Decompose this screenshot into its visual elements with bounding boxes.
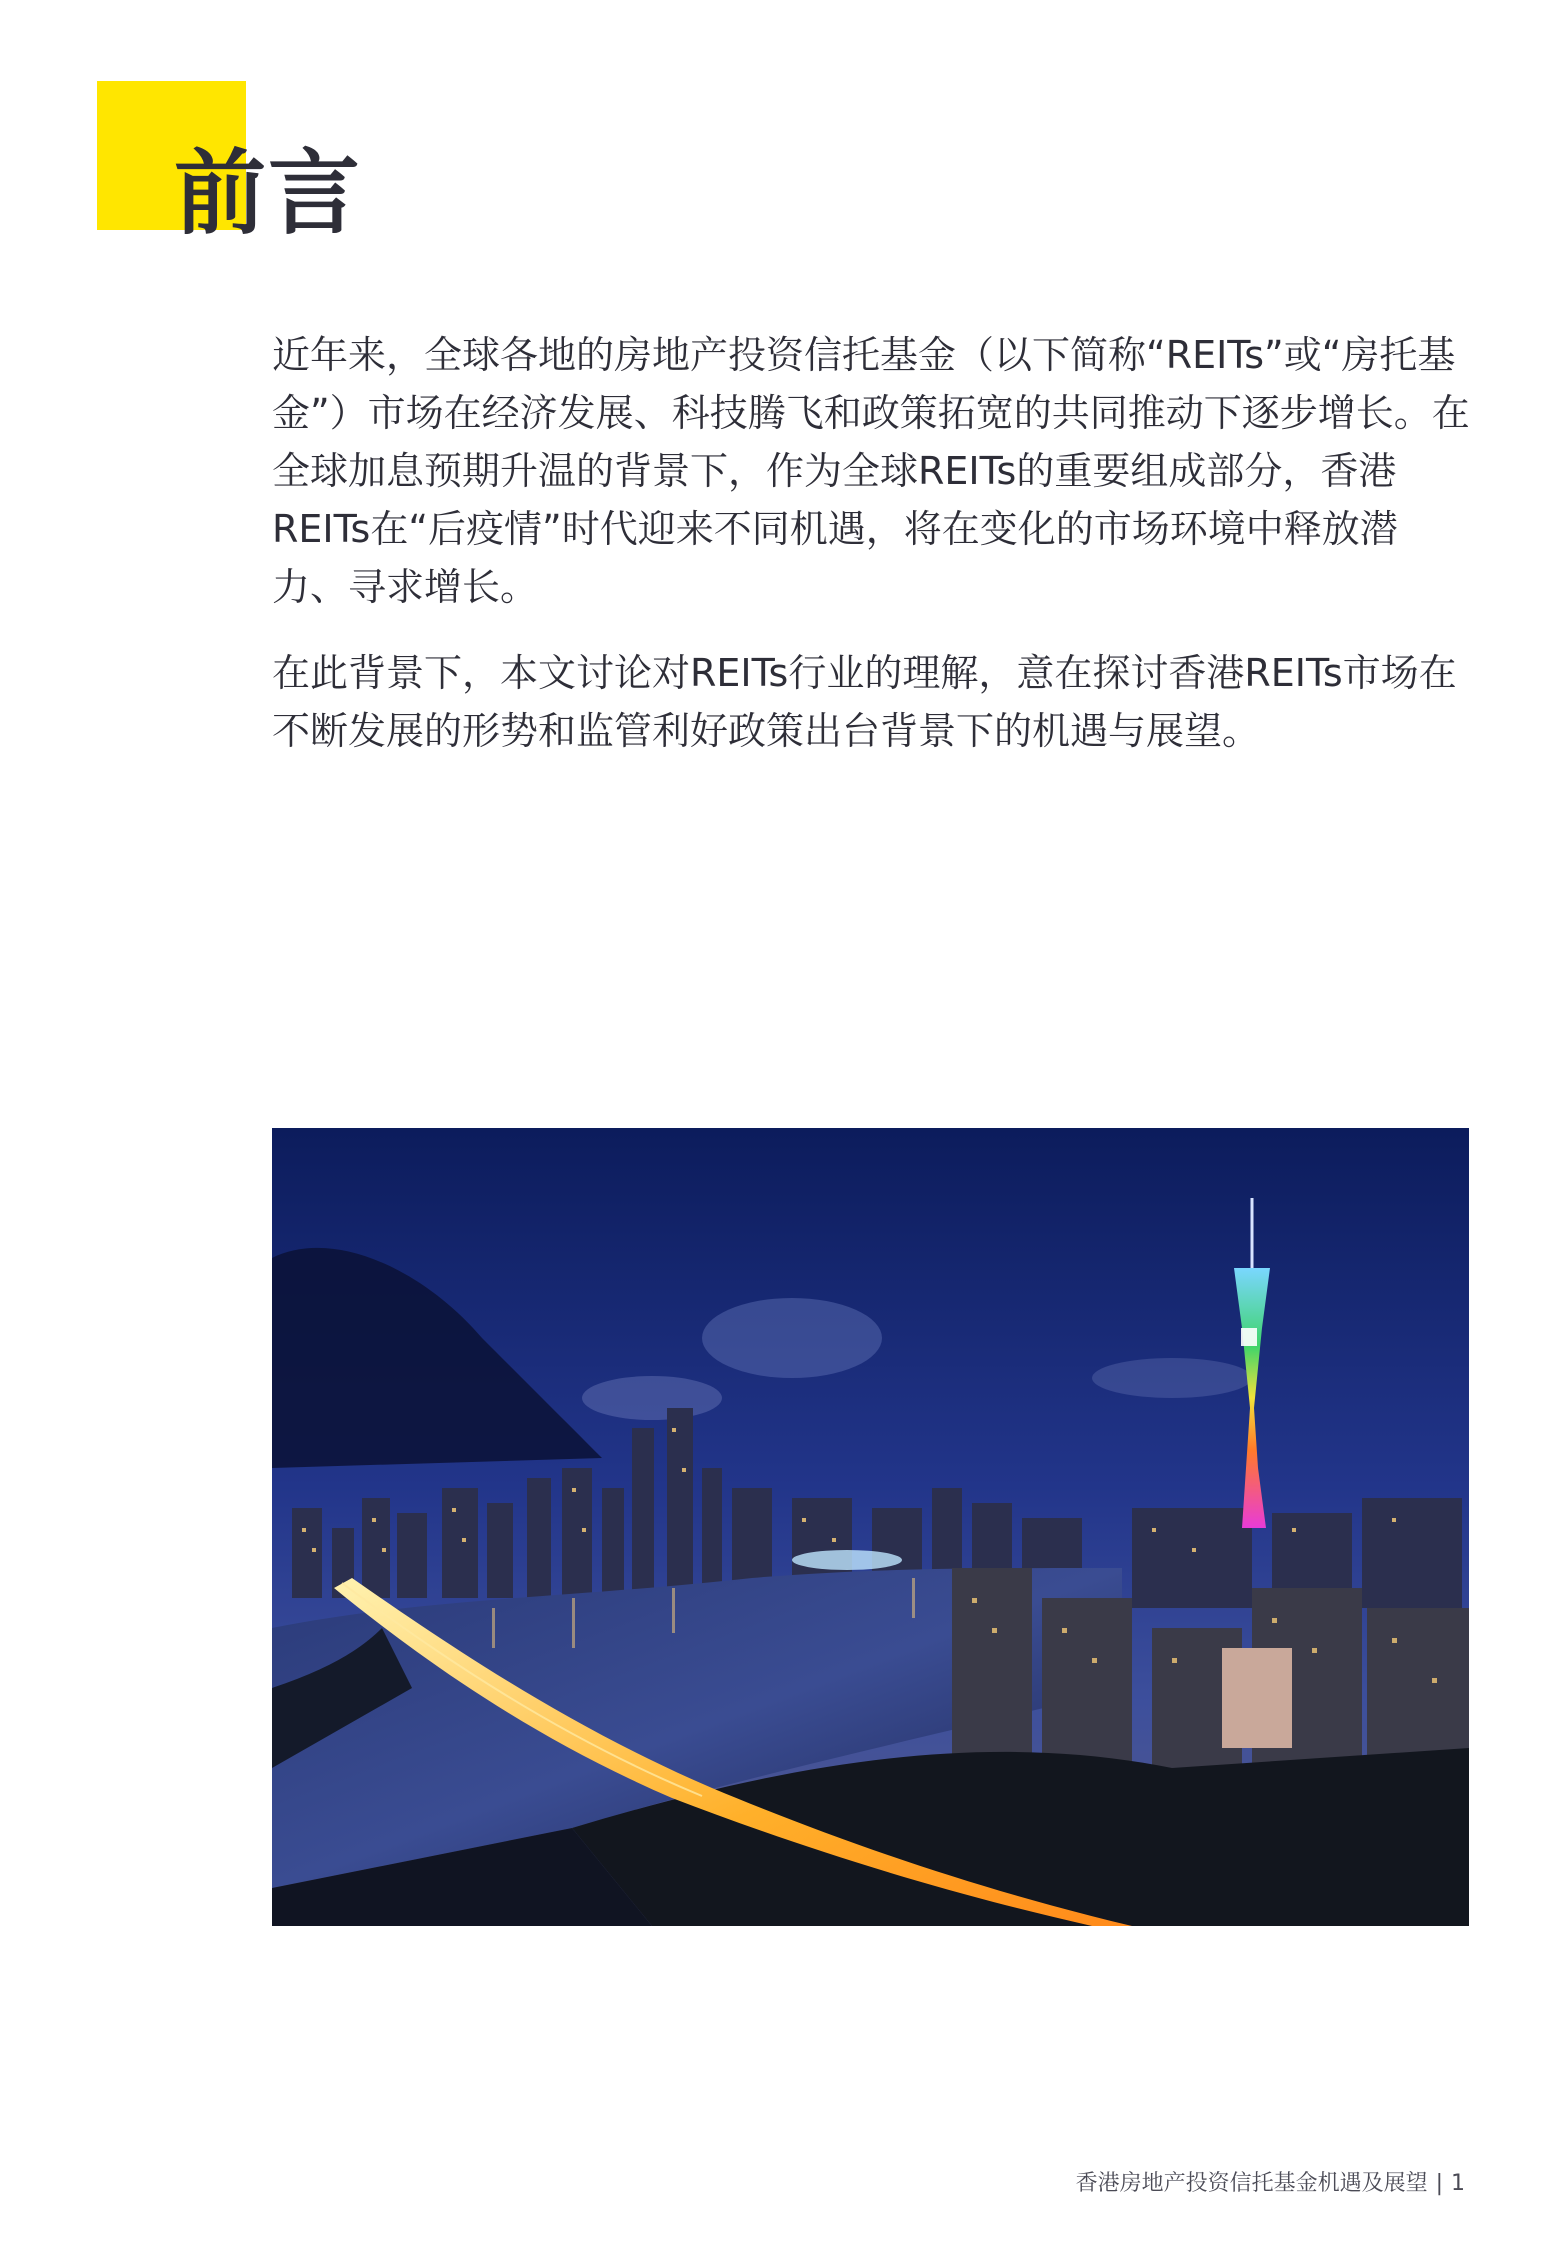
- page-footer: [1076, 2166, 1465, 2197]
- intro-paragraph-2: 在此背景下，本文讨论对REITs行业的理解，意在探讨香港REITs市场在不断发展的形势和监管利好政策出台背景下的机遇与展望。: [272, 651, 1457, 753]
- page-number: 1: [1451, 2171, 1465, 2196]
- footer-report-title: 香港房地产投资信托基金机遇及展望: [1075, 2171, 1428, 2196]
- page-title: 前言: [174, 140, 363, 247]
- footer-separator: |: [1435, 2171, 1443, 2196]
- intro-paragraph-1: 近年来，全球各地的房地产投资信托基金（以下简称“REITs”或“房托基金”）市场在经济发展、科技腾飞和政策拓宽的共同推动下逐步增长。在全球加息预期升温的背景下，作为全球REITs的重要组成部分，香港REITs在“后疫情”时代迎来不同机遇，将在变化的市场环境中释放潜力、寻求增长。: [272, 333, 1470, 609]
- body-text: [272, 326, 1472, 788]
- city-night-skyline-photo: [272, 1128, 1469, 1926]
